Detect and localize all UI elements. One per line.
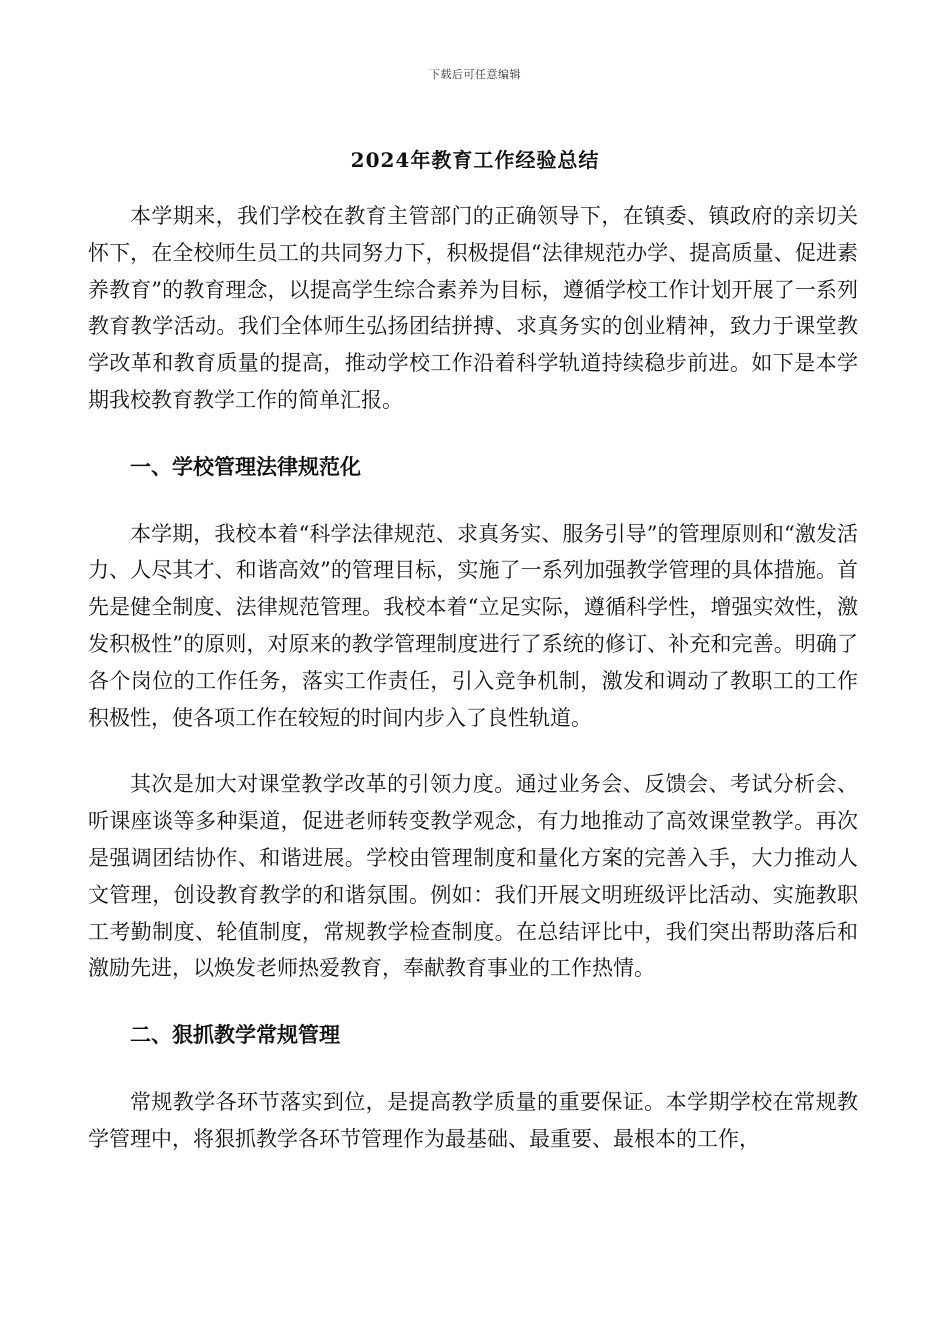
- document-title: 2024年教育工作经验总结: [350, 148, 600, 172]
- paragraph-management-2: 其次是加大对课堂教学改革的引领力度。通过业务会、反馈会、考试分析会、听课座谈等多种渠道，促进老师转变教学观念，有力地推动了高效课堂教学。再次是强调团结协作、和谐进展。学校由管理制度和量化方案的完善入手，大力推动人文管理，创设教育教学的和谐氛围。例如：我们开展文明班级评比活动、实施教职工考勤制度、轮值制度，常规教学检查制度。在总结评比中，我们突出帮助落后和激励先进，以焕发老师热爱教育，奉献教育事业的工作热情。: [88, 772, 858, 981]
- section-heading-2: 二、狠抓教学常规管理: [130, 1022, 340, 1048]
- paragraph-intro: 本学期来，我们学校在教育主管部门的正确领导下，在镇委、镇政府的亲切关怀下，在全校师生员工的共同努力下，积极提倡“法律规范办学、提高质量、促进素养教育”的教育理念，以提高学生综合素养为目标，遵循学校工作计划开展了一系列教育教学活动。我们全体师生弘扬团结拼搏、求真务实的创业精神，致力于课堂教学改革和教育质量的提高，推动学校工作沿着科学轨道持续稳步前进。如下是本学期我校教育教学工作的简单汇报。: [88, 204, 858, 412]
- document-body: [88, 198, 858, 1188]
- section-heading-1: 一、学校管理法律规范化: [130, 453, 361, 479]
- paragraph-management-1: 本学期，我校本着“科学法律规范、求真务实、服务引导”的管理原则和“激发活力、人尽其才、和谐高效”的管理目标，实施了一系列加强教学管理的具体措施。首先是健全制度、法律规范管理。我校本着“立足实际，遵循科学性，增强实效性，激发积极性”的原则，对原来的教学管理制度进行了系统的修订、补充和完善。明确了各个岗位的工作任务，落实工作责任，引入竞争机制，激发和调动了教职工的工作积极性，使各项工作在较短的时间内步入了良性轨道。: [88, 521, 858, 730]
- header-note: 下载后可任意编辑: [429, 68, 521, 81]
- paragraph-routine-1: 常规教学各环节落实到位，是提高教学质量的重要保证。本学期学校在常规教学管理中，将狠抓教学各环节管理作为最基础、最重要、最根本的工作，: [88, 1089, 858, 1151]
